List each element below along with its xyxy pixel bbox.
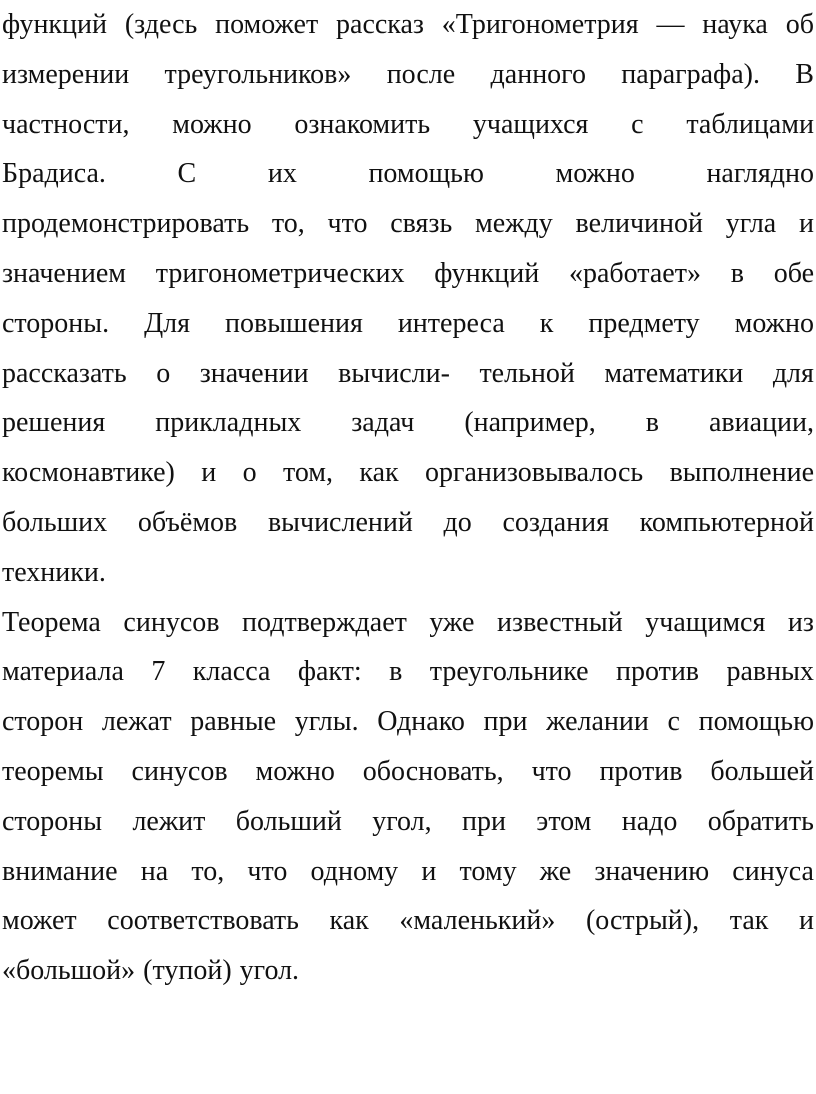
- word: функций: [2, 9, 107, 40]
- word: создания: [502, 506, 609, 538]
- word: авиации,: [708, 407, 814, 439]
- word: подтверждает: [242, 606, 407, 638]
- word: при: [461, 805, 506, 837]
- word: то,: [191, 855, 225, 887]
- word: как: [359, 457, 399, 489]
- word: уже: [429, 606, 475, 638]
- word: том,: [282, 457, 334, 489]
- word: внимание: [2, 855, 118, 887]
- word: с: [631, 108, 644, 140]
- word: поможет: [215, 9, 319, 40]
- word: помощью: [698, 706, 814, 738]
- word: Для: [144, 307, 191, 339]
- word: лежат: [101, 706, 172, 738]
- word: тому: [459, 855, 517, 887]
- word: можно: [172, 108, 252, 140]
- word: Теорема: [2, 606, 101, 638]
- word: обосновать,: [362, 755, 504, 787]
- paragraph-1-line: [2, 249, 814, 299]
- word: что: [247, 855, 288, 887]
- word: таблицами: [686, 108, 814, 140]
- paragraph-1-line: [2, 100, 814, 150]
- word: «большой»: [2, 955, 136, 987]
- paragraph-2-line: [2, 896, 814, 946]
- word: класса: [192, 656, 271, 688]
- word: о: [242, 457, 257, 489]
- word: сторон: [2, 706, 84, 738]
- word: и: [421, 855, 437, 887]
- paragraph-2-line: [2, 946, 814, 996]
- word: как: [329, 905, 369, 937]
- paragraph-2-line: [2, 697, 814, 747]
- word: и: [798, 905, 814, 937]
- word: и: [799, 208, 814, 240]
- word: вычисли-: [338, 357, 450, 389]
- word: больших: [2, 506, 108, 538]
- paragraph-1-line: [2, 498, 814, 548]
- word: синусов: [131, 755, 228, 787]
- word: можно: [255, 755, 335, 787]
- word: что: [531, 755, 572, 787]
- word: равные: [190, 706, 277, 738]
- word: учащимся: [645, 606, 766, 638]
- word: значению: [594, 855, 710, 887]
- word: стороны.: [2, 307, 110, 339]
- paragraph-2-line: [2, 847, 814, 897]
- paragraph-1-line: [2, 349, 814, 399]
- paragraph-1-line: [2, 149, 814, 199]
- word: —: [656, 9, 685, 40]
- word: значением: [2, 257, 126, 289]
- paragraph-1-line: [2, 199, 814, 249]
- word: из: [787, 606, 814, 638]
- word: до: [443, 506, 472, 538]
- word: надо: [621, 805, 678, 837]
- word: так: [729, 905, 769, 937]
- word: соответствовать: [107, 905, 299, 937]
- word: обратить: [707, 805, 814, 837]
- word: большей: [710, 755, 814, 787]
- word: предмету: [588, 307, 700, 339]
- word: известный: [497, 606, 623, 638]
- word: можно: [555, 158, 635, 190]
- word: обе: [773, 257, 814, 289]
- word: угол.: [239, 955, 300, 987]
- word: Однако: [377, 706, 465, 738]
- word: угол,: [372, 805, 432, 837]
- word: выполнение: [669, 457, 814, 489]
- word: ознакомить: [294, 108, 431, 140]
- word: рассказ: [336, 9, 424, 40]
- word: лежит: [132, 805, 206, 837]
- document-text: [2, 0, 814, 996]
- word: при: [483, 706, 528, 738]
- word: Брадиса.: [2, 158, 106, 190]
- word: на: [140, 855, 169, 887]
- word: между: [475, 208, 553, 240]
- word: (здесь: [124, 9, 198, 40]
- word: то,: [271, 208, 305, 240]
- word: одному: [310, 855, 399, 887]
- word: объёмов: [137, 506, 238, 538]
- word: углы.: [294, 706, 359, 738]
- word: В: [795, 58, 814, 90]
- word: тригонометрических: [155, 257, 405, 289]
- word: организовывалось: [424, 457, 644, 489]
- word: этом: [536, 805, 592, 837]
- word: в: [645, 407, 659, 439]
- word: математики: [604, 357, 744, 389]
- word: факт:: [297, 656, 362, 688]
- word: вычислений: [267, 506, 413, 538]
- paragraph-2-line: [2, 647, 814, 697]
- word: в: [389, 656, 403, 688]
- word: после: [386, 58, 456, 90]
- word: задач: [351, 407, 415, 439]
- paragraph-1-line: [2, 0, 814, 50]
- paragraph-2-line: [2, 598, 814, 648]
- word: решения: [2, 407, 106, 439]
- word: можно: [734, 307, 814, 339]
- word: может: [2, 905, 77, 937]
- word: интереса: [397, 307, 505, 339]
- word: техники.: [2, 556, 106, 588]
- word: желании: [546, 706, 649, 738]
- word: «Тригонометрия: [441, 9, 639, 40]
- word: учащихся: [472, 108, 589, 140]
- word: синуса: [732, 855, 814, 887]
- word: параграфа).: [621, 58, 760, 90]
- word: в: [730, 257, 744, 289]
- word: теоремы: [2, 755, 104, 787]
- word: рассказать: [2, 357, 127, 389]
- word: С: [177, 158, 197, 190]
- word: связь: [390, 208, 453, 240]
- word: продемонстрировать: [2, 208, 250, 240]
- word: частности,: [2, 108, 130, 140]
- word: же: [539, 855, 572, 887]
- word: больший: [235, 805, 342, 837]
- word: синусов: [123, 606, 220, 638]
- paragraph-1-line: [2, 398, 814, 448]
- paragraph-1-line: [2, 548, 814, 598]
- word: треугольников»: [164, 58, 352, 90]
- word: треугольнике: [429, 656, 589, 688]
- word: (например,: [464, 407, 596, 439]
- paragraph-2-line: [2, 797, 814, 847]
- word: угла: [725, 208, 777, 240]
- word: их: [267, 158, 297, 190]
- word: (острый),: [585, 905, 700, 937]
- word: прикладных: [155, 407, 302, 439]
- word: «работает»: [568, 257, 701, 289]
- word: помощью: [368, 158, 484, 190]
- paragraph-1-line: [2, 50, 814, 100]
- word: для: [772, 357, 814, 389]
- paragraph-2-line: [2, 747, 814, 797]
- word: измерении: [2, 58, 130, 90]
- word: наука: [702, 9, 768, 40]
- word: против: [615, 656, 700, 688]
- word: космонавтике): [2, 457, 175, 489]
- word: наглядно: [706, 158, 814, 190]
- word: об: [785, 9, 814, 40]
- word: 7: [151, 656, 166, 688]
- word: функций: [434, 257, 540, 289]
- word: (тупой): [143, 955, 232, 987]
- paragraph-1-line: [2, 448, 814, 498]
- word: тельной: [479, 357, 575, 389]
- word: материала: [2, 656, 124, 688]
- word: о: [156, 357, 171, 389]
- word: стороны: [2, 805, 103, 837]
- word: равных: [726, 656, 814, 688]
- word: с: [667, 706, 680, 738]
- word: значении: [199, 357, 309, 389]
- word: и: [201, 457, 217, 489]
- paragraph-1-line: [2, 299, 814, 349]
- word: повышения: [224, 307, 363, 339]
- word: что: [327, 208, 368, 240]
- word: компьютерной: [639, 506, 814, 538]
- word: данного: [490, 58, 586, 90]
- word: величиной: [575, 208, 703, 240]
- word: к: [539, 307, 554, 339]
- word: против: [599, 755, 683, 787]
- word: «маленький»: [399, 905, 556, 937]
